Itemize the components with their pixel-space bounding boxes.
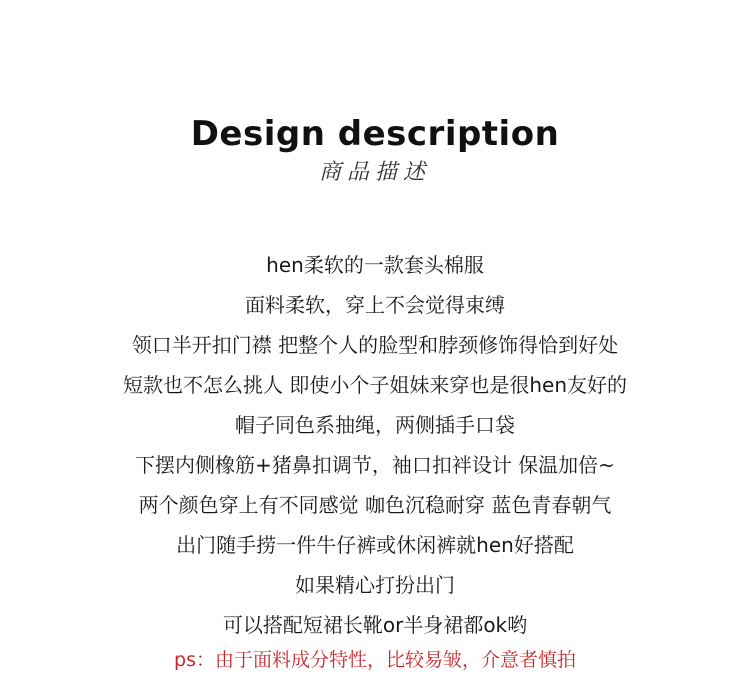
care-note: ps：由于面料成分特性，比较易皱，介意者慎拍 (174, 649, 576, 671)
description-line: 出门随手捞一件牛仔裤或休闲裤就hen好搭配 (176, 533, 574, 557)
description-line: 领口半开扣门襟 把整个人的脸型和脖颈修饰得恰到好处 (131, 333, 619, 357)
section-subtitle: 商品描述 (318, 160, 431, 185)
section-header (0, 112, 750, 188)
description-block (0, 245, 750, 645)
section-title: Design description (190, 114, 560, 154)
description-line: 短款也不怎么挑人 即使小个子姐妹来穿也是很hen友好的 (122, 373, 627, 397)
description-line: 帽子同色系抽绳，两侧插手口袋 (235, 413, 515, 437)
description-line: 两个颜色穿上有不同感觉 咖色沉稳耐穿 蓝色青春朝气 (138, 493, 612, 517)
description-line: 面料柔软，穿上不会觉得束缚 (245, 293, 505, 317)
description-line: 如果精心打扮出门 (295, 573, 455, 597)
description-line: 可以搭配短裙长靴or半身裙都ok哟 (222, 613, 528, 637)
description-line: 下摆内侧橡筋+猪鼻扣调节，袖口扣袢设计 保温加倍~ (135, 453, 615, 477)
description-line: hen柔软的一款套头棉服 (266, 253, 484, 277)
